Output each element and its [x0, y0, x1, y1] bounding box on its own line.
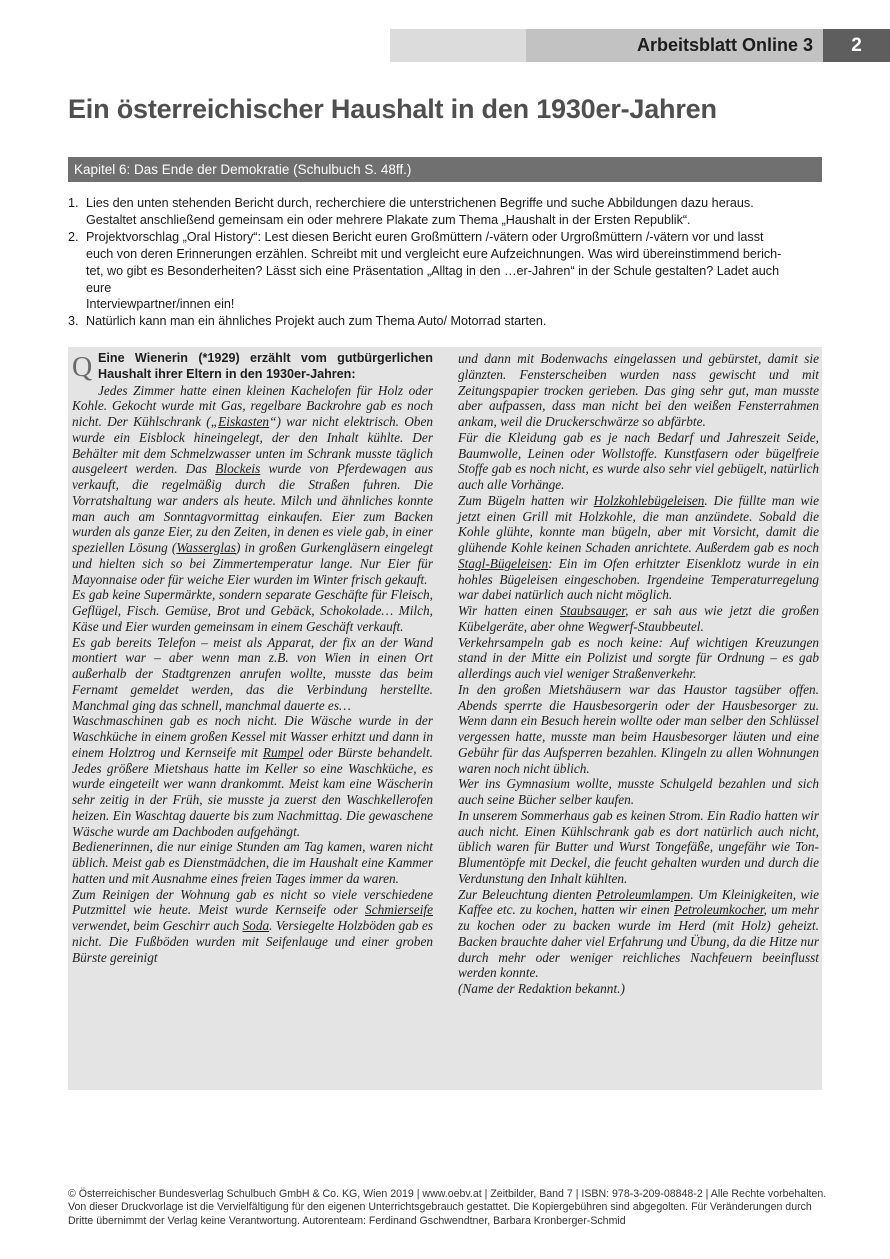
- task-line: Lies den unten stehenden Bericht durch, recherchiere die unterstrichenen Begriffe und suche Abbildungen dazu heraus.: [86, 196, 754, 210]
- report-column-left: [72, 351, 433, 965]
- task-line: Gestaltet anschließend gemeinsam ein oder mehrere Plakate zum Thema „Haushalt in der Ersten Republik“.: [86, 212, 691, 227]
- report-box: [68, 347, 822, 1090]
- report-paragraph: [72, 587, 433, 634]
- underlined-term: Rumpel: [262, 744, 304, 760]
- text-run: Zum Reinigen der Wohnung gab es nicht so viele verschiedene Putzmittel wie heute. Meist wurde Kernseife oder: [72, 886, 433, 918]
- text-run: Jedes Zimmer hatte einen kleinen Kachelofen für Holz oder Kohle. Gekocht wurde mit Gas, regelbare Backrohre gab es noch nicht. Der Kühlschrank („: [72, 382, 433, 429]
- text-run: Verkehrsampeln gab es noch keine: Auf wichtigen Kreuzungen stand in der Mitte ein Polizist und sorgte für Ordnung – es gab allerdings auch viel weniger Straßenverkehr.: [458, 634, 819, 681]
- page-title: Ein österreichischer Haushalt in den 1930er-Jahren: [68, 94, 717, 124]
- task-number: 1.: [68, 196, 79, 210]
- underlined-term: Eiskasten: [218, 414, 270, 429]
- task-line: Natürlich kann man ein ähnliches Projekt auch zum Thema Auto/ Motorrad starten.: [86, 314, 547, 329]
- task-line: Projektvorschlag „Oral History“: Lest diesen Bericht euren Großmüttern /-vätern oder Urgroßmüttern /-vätern vor und lasst: [86, 229, 764, 244]
- report-paragraph: [458, 603, 819, 635]
- underlined-term: Soda: [242, 918, 270, 933]
- task-line: eure: [86, 280, 112, 295]
- report-paragraph: [458, 682, 819, 777]
- underlined-term: Stagl-Bügeleisen: [458, 555, 549, 571]
- report-intro: Eine Wienerin (*1929) erzählt vom gutbürgerlichen Haushalt ihrer Eltern in den 1930er-Jahren:: [98, 351, 433, 381]
- underlined-term: Holzkohlebügeleisen: [593, 492, 705, 508]
- text-run: . Um Kleinigkeiten, wie Kaffee etc. zu kochen, hatten wir einen: [458, 886, 819, 918]
- report-paragraph: [72, 713, 433, 839]
- report-paragraph: [458, 776, 819, 808]
- text-run: . Versiegelte Holzböden gab es nicht. Die Fußböden wurden mit Seifenlauge und einer groben Bürste gereinigt: [72, 918, 433, 965]
- underlined-term: Wasserglas: [176, 540, 236, 555]
- task-text: [86, 229, 828, 314]
- task-list: [68, 195, 828, 330]
- copyright-footer: © Österreichischer Bundesverlag Schulbuch GmbH & Co. KG, Wien 2019 | www.oebv.at | Zeitbilder, Band 7 | ISBN: 978-3-209-08848-2 | Alle Rechte vorbehalten. Von dieser Druckvorlage ist die Vervielfältigung für den eigenen Unterrichtsgebrauch gestattet. Die Kopiergebühren sind abgegolten. Für Veränderungen durch Dritte übernimmt der Verlag keine Verantwortung. Autorenteam: Ferdinand Gschwendtner, Barbara Kronberger-Schmid: [68, 1188, 827, 1227]
- task-text: [86, 195, 828, 229]
- text-run: In den großen Mietshäusern war das Haustor tagsüber offen. Abends sperrte die Hausbesorgerin oder der Hausbesorger zu. Wenn dann ein Besuch herein wollte oder man selber den Schlüssel vergessen hatte, musste man beim Hausbesorger läuten und eine Gebühr für das Aufsperren bezahlen. Klingeln zu allen Wohnungen waren noch nicht üblich.: [458, 681, 819, 776]
- task-number: 2.: [68, 229, 79, 244]
- task-line: Interviewpartner/innen ein!: [86, 297, 235, 312]
- text-run: . Die füllte man wie jetzt einen Grill mit Holzkohle, die man anzündete. Sobald die Kohle glühte, konnte man bügeln, aber mit Vorsicht, damit die glühende Kohle keinen Schaden anrichtete. Außerdem gab es noch: [458, 492, 819, 555]
- underlined-term: Blockeis: [215, 461, 261, 477]
- underlined-term: Staubsauger: [560, 603, 626, 618]
- text-run: , er sah aus wie jetzt die großen Kübelgeräte, aber ohne Wegwerf-Staubbeutel.: [458, 603, 819, 634]
- underlined-term: Petroleumkocher: [673, 902, 764, 918]
- text-run: Wer ins Gymnasium wollte, musste Schulgeld bezahlen und sich auch seine Bücher selber kaufen.: [458, 776, 819, 807]
- task-item: [68, 313, 828, 330]
- text-run: verwendet, beim Geschirr auch: [72, 918, 243, 933]
- task-item: [68, 195, 828, 229]
- task-number: 3.: [68, 314, 79, 329]
- report-paragraph: [72, 635, 433, 714]
- text-run: Wir hatten einen: [458, 603, 561, 618]
- report-paragraph: [458, 635, 819, 682]
- text-run: Waschmaschinen gab es noch nicht. Die Wäsche wurde in der Waschküche in einem großen Kessel mit Wasser erhitzt und dann in einem Holztrog und Kernseife mit: [72, 713, 433, 760]
- text-run: oder Bürste behandelt. Jedes größere Mietshaus hatte im Keller so eine Waschküche, es wurde eingeteilt wer wann drankommt. Meist kam eine Wäscherin sehr zeitig in der Früh, sie musste ja zuerst den Waschkellerofen heizen. Ein Waschtag dauerte bis zum Nachmittag. Die gewaschene Wäsche wurde am Dachboden aufgehängt.: [72, 744, 434, 839]
- report-paragraph: [72, 887, 433, 966]
- task-text: [86, 313, 828, 330]
- report-paragraph: [458, 981, 819, 997]
- report-paragraph: [458, 808, 819, 887]
- text-run: ) in großen Gurkengläsern eingelegt und hielten sich so bei Zimmertemperatur lange. Nur Eier für Mayonnaise oder für weiche Eier wurden im Winter frisch gekauft.: [72, 540, 433, 587]
- text-run: (Name der Redaktion bekannt.): [458, 981, 625, 996]
- text-run: Es gab bereits Telefon – meist als Apparat, der fix an der Wand montiert war – aber wenn man z.B. von Wien in einen Ort außerhalb der Stadtgrenzen anrufen wollte, musste das beim Fernamt gemeldet werden, das die Verbindung herstellte. Manchmal ging das schnell, manchmal dauerte es…: [72, 634, 433, 713]
- report-paragraph: [458, 887, 819, 982]
- quote-source-icon: Q: [72, 352, 93, 383]
- report-paragraph: [458, 493, 819, 603]
- text-run: , um mehr zu kochen oder zu backen wurde im Herd (mit Holz) geheizt. Backen brauchte daher viel Erfahrung und Übung, da die Hitze nur durch mehr oder weniger reichliches Nachfeuern beeinflusst werden konnte.: [458, 902, 819, 981]
- underlined-term: Schmierseife: [365, 902, 433, 918]
- report-paragraph: [72, 383, 433, 588]
- text-run: : Ein im Ofen erhitzter Eisenklotz wurde in ein hohles Bügeleisen eingeschoben. Irgendeine Temperaturregelung war dabei natürlich auch nicht möglich.: [458, 555, 819, 603]
- text-run: In unserem Sommerhaus gab es keinen Strom. Ein Radio hatten wir auch nicht. Einen Kühlschrank gab es dort natürlich auch nicht, üblich waren für Butter und Wurst Tongefäße, ungefähr wie Ton-Blumentöpfe mit Deckel, die feucht gehalten wurden und durch die Verdunstung den Inhalt kühlten.: [458, 807, 819, 886]
- page-number: 2: [823, 29, 890, 62]
- worksheet-label: Arbeitsblatt Online 3: [526, 29, 823, 62]
- report-paragraph: [458, 430, 819, 493]
- text-run: Zum Bügeln hatten wir: [458, 492, 594, 508]
- underlined-term: Petroleumlampen: [596, 886, 691, 902]
- text-run: “) war nicht elektrisch. Oben wurde ein Eisblock hineingelegt, der den Inhalt kühlte. Der Behälter mit dem Schmelzwasser unten im Schrank musste täglich ausgeleert werden. Das: [72, 414, 433, 477]
- report-paragraph: [72, 839, 433, 886]
- task-item: [68, 229, 828, 314]
- text-run: wurde von Pferdewagen aus verkauft, die regelmäßig durch die Straßen fuhren. Die Vorratshaltung war anders als heute. Milch und ähnliches konnte man auch am Sonntagvormittag einkaufen. Eier zum Backen wurden als ganze Eier, zu den Zeiten, in denen es viele gab, in einer speziellen Lösung (: [72, 461, 433, 555]
- header-bar-light: [390, 29, 526, 62]
- text-run: und dann mit Bodenwachs eingelassen und gebürstet, damit sie glänzten. Fensterscheiben wurden nass gewischt und mit Zeitungspapier trocken gerieben. Das ging sehr gut, man musste aber aufpassen, dass man nicht bei den weißen Fensterrahmen ankam, weil die Druckerschwärze so abfärbte.: [458, 351, 819, 429]
- chapter-bar: Kapitel 6: Das Ende der Demokratie (Schulbuch S. 48ff.): [68, 157, 822, 182]
- task-line: tet, wo gibt es Besonderheiten? Lässt sich eine Präsentation „Alltag in den …er-Jahren“ in der Schule gestalten? Ladet auch: [86, 263, 780, 278]
- task-line: euch von deren Erinnerungen erzählen. Schreibt mit und vergleicht eure Aufzeichnungen. Was wird übereinstimmend berich-: [86, 246, 782, 261]
- text-run: Bedienerinnen, die nur einige Stunden am Tag kamen, waren nicht üblich. Meist gab es Dienstmädchen, die im Haushalt eine Kammer hatten und mit Ausnahme eines freien Tages immer da waren.: [72, 839, 433, 886]
- report-paragraph: [458, 351, 819, 430]
- text-run: Für die Kleidung gab es je nach Bedarf und Jahreszeit Seide, Baumwolle, Leinen oder Wollstoffe. Kunstfasern oder bügelfreie Stoffe gab es noch nicht, es wurde also sehr viel gebügelt, natürlich auch alle Vorhänge.: [458, 429, 819, 492]
- text-run: Es gab keine Supermärkte, sondern separate Geschäfte für Fleisch, Geflügel, Fisch. Gemüse, Brot und Gebäck, Schokolade… Milch, Käse und Eier wurden gemeinsam in einem Geschäft verkauft.: [72, 587, 433, 634]
- text-run: Zur Beleuchtung dienten: [458, 886, 597, 902]
- report-column-right: [458, 351, 819, 997]
